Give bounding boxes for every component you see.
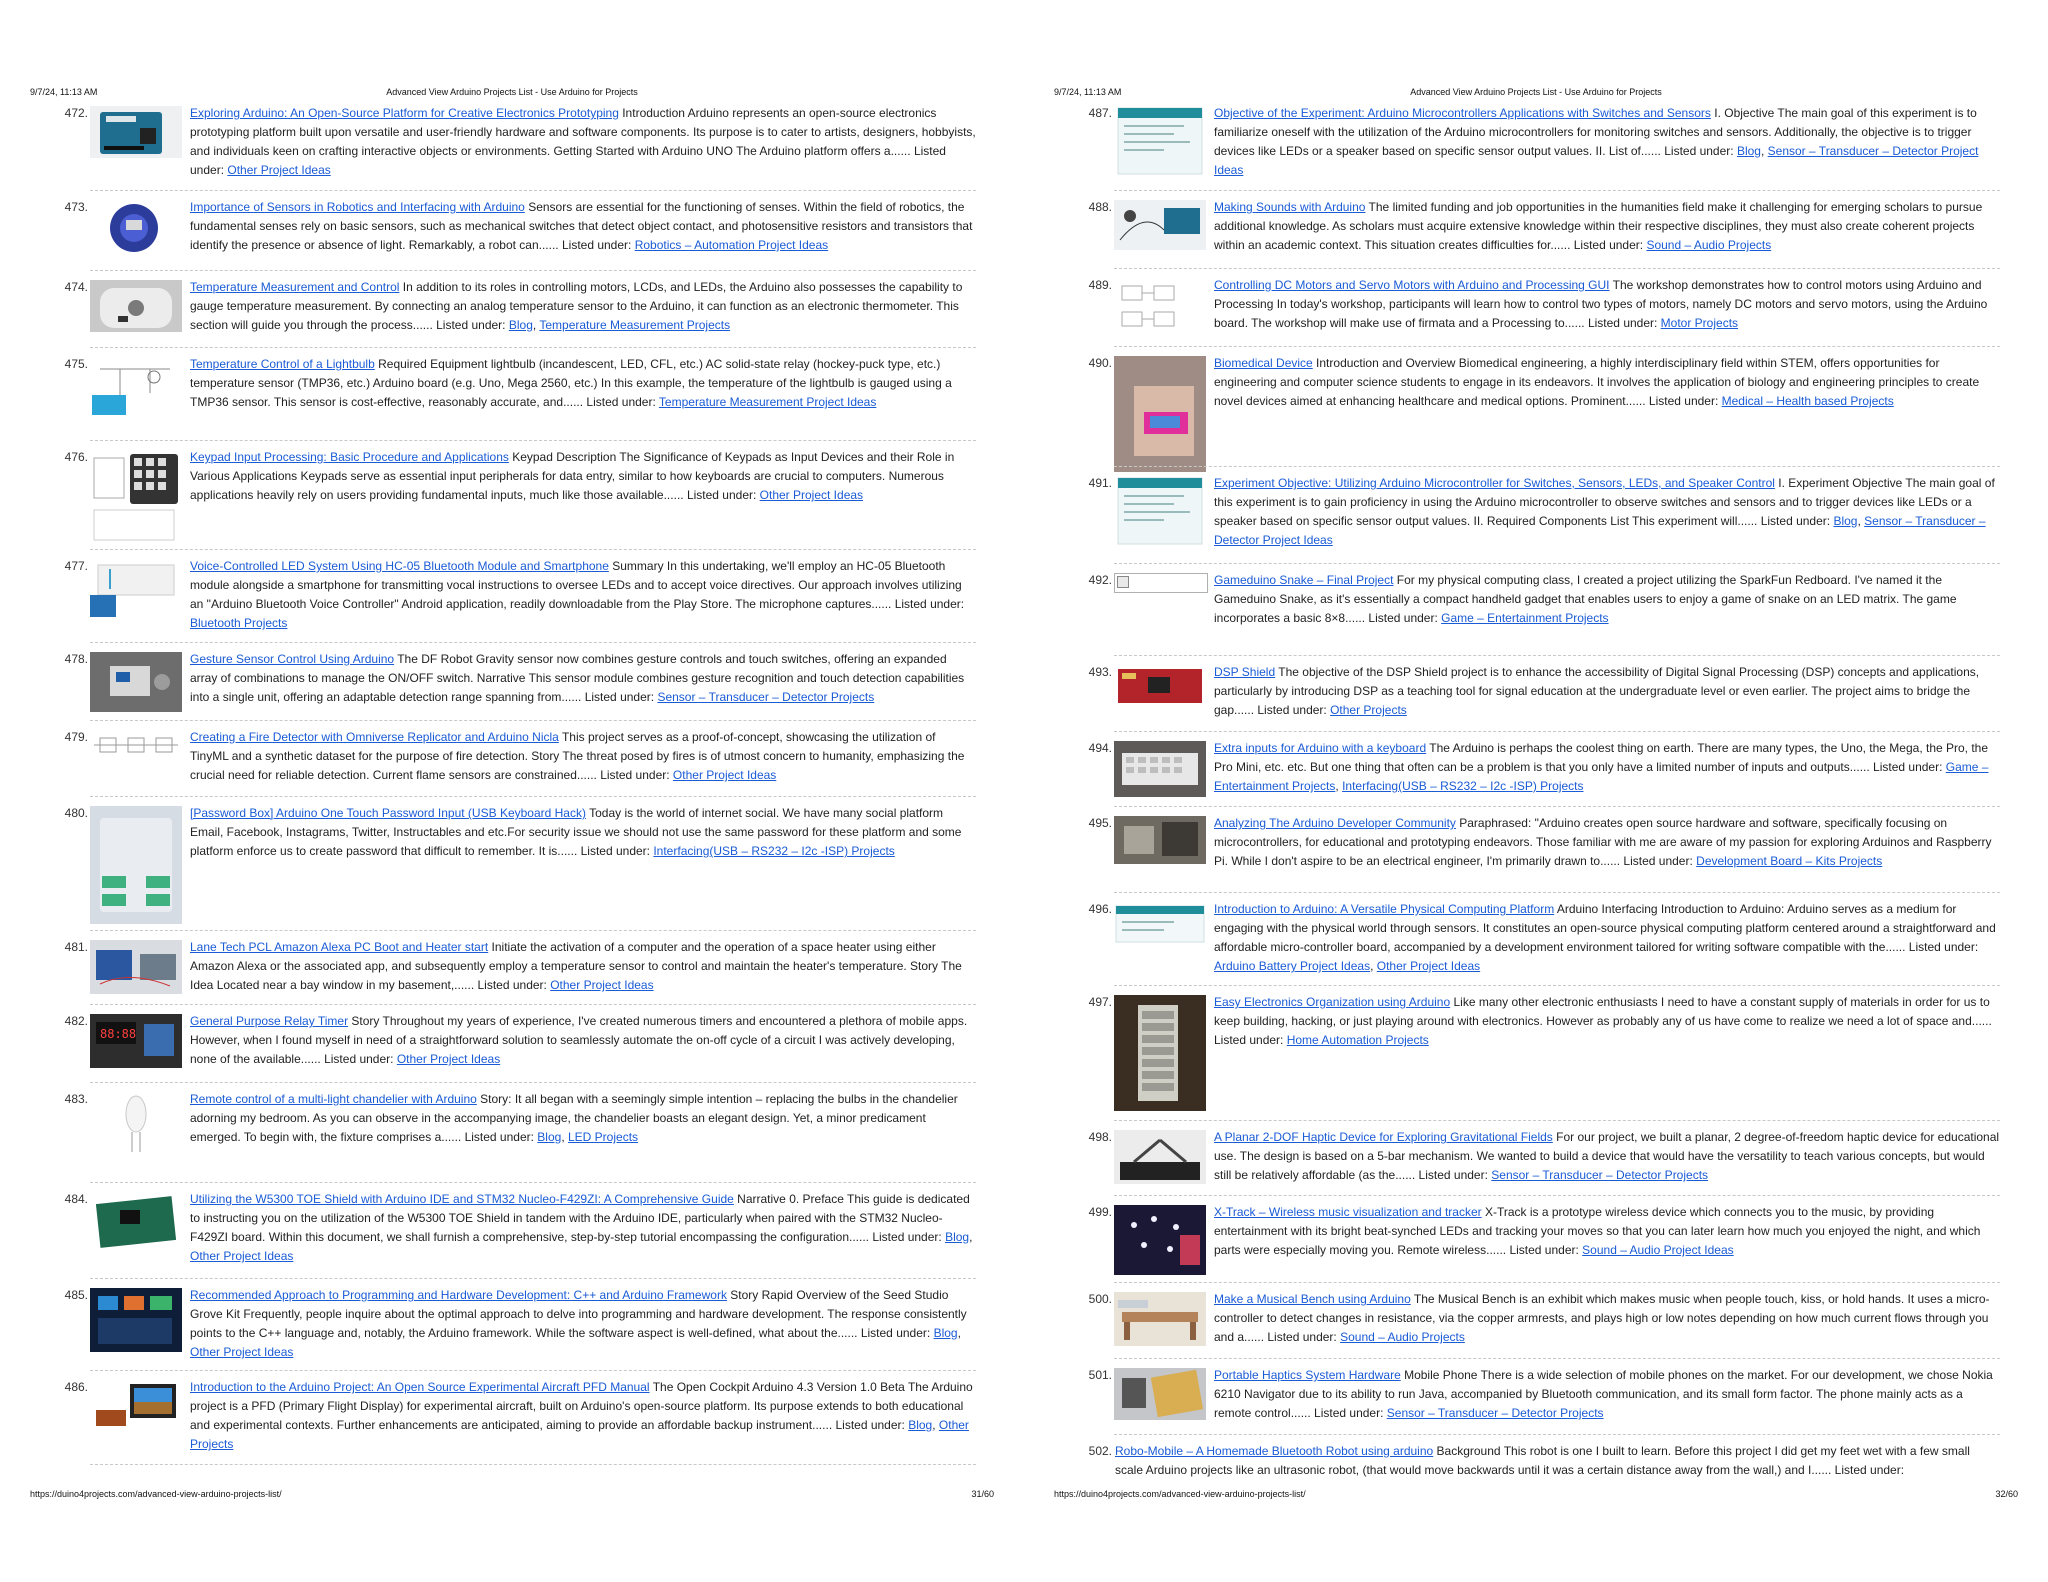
category-link[interactable]: Blog xyxy=(908,1418,933,1432)
project-description: Story Throughout my years of experience, I've created numerous timers and encountered a plethora of mobile apps. However, when I found myself in need of a straightforward solution to seamlessly automate the on-off cycle of a circuit I was actively developing, none of the available...... Listed under: xyxy=(190,1014,968,1066)
entry-divider xyxy=(90,1004,976,1005)
project-title-link[interactable]: Controlling DC Motors and Servo Motors with Arduino and Processing GUI xyxy=(1214,278,1610,292)
entry-number: 489. xyxy=(1088,278,1112,292)
category-link[interactable]: Robotics – Automation Project Ideas xyxy=(634,238,829,252)
project-title-link[interactable]: Creating a Fire Detector with Omniverse Replicator and Arduino Nicla xyxy=(190,730,559,744)
project-description: The objective of the DSP Shield project is to enhance the accessibility of Digital Signal Processing (DSP) concepts and applications, particularly by introducing DSP as a teaching tool for signal education at the undergraduate level or even earlier. The project aims to bridge the gap...... Listed under: xyxy=(1214,665,1980,717)
entry-number: 494. xyxy=(1088,741,1112,755)
wrist-device-image[interactable] xyxy=(1114,356,1206,472)
entry-divider xyxy=(90,642,976,643)
dsp-board-image[interactable] xyxy=(1114,665,1206,707)
category-link[interactable]: Game – Entertainment Projects xyxy=(1214,760,1989,793)
entry-number: 499. xyxy=(1088,1205,1112,1219)
entry-text xyxy=(1214,276,2000,333)
entry-number: 495. xyxy=(1088,816,1112,830)
svg-text:88:88: 88:88 xyxy=(100,1027,137,1041)
project-description: The Open Cockpit Arduino 4.3 Version 1.0 Beta The Arduino project is a PFD (Primary Flight Display) for experimental aircraft, built on Arduino's open-source platform. Its purpose extends to both educational and experimental contexts. Further enhancements are anticipated, aiming to provide an affordable backup instrument...... Listed under: xyxy=(190,1380,973,1432)
entry-text xyxy=(1214,663,2000,720)
project-title-link[interactable]: Temperature Control of a Lightbulb xyxy=(190,357,375,371)
entry-text xyxy=(1214,1366,2000,1423)
entry-divider xyxy=(90,1464,976,1465)
entry-divider xyxy=(1114,1282,2000,1283)
project-title-link[interactable]: Keypad Input Processing: Basic Procedure and Applications xyxy=(190,450,509,464)
entry-text xyxy=(1214,1203,2000,1260)
password-box-image[interactable] xyxy=(90,806,182,924)
project-description: Initiate the activation of a computer and the operation of a space heater using either Amazon Alexa or the associated app, and subsequently employ a temperature sensor to control and maintain the heater's temperature. Story The Idea Located near a bay window in my basement,...... Listed under: xyxy=(190,940,962,992)
project-description: Summary In this undertaking, we'll employ an HC-05 Bluetooth module alongside a smartphone for transmitting vocal instructions to oversee LEDs and to accept voice directives. Our approach involves utilizing an "Arduino Bluetooth Voice Controller" Android application, readily downloadable from the Play Store. The microphone captures...... Listed under: xyxy=(190,559,965,611)
project-title-link[interactable]: Objective of the Experiment: Arduino Microcontrollers Applications with Switches and Sensors xyxy=(1214,106,1711,120)
entry-divider xyxy=(1114,190,2000,191)
shield-board-image[interactable] xyxy=(90,1192,182,1252)
keyboard-image[interactable] xyxy=(1114,741,1206,797)
entry-text xyxy=(190,804,976,861)
project-description: This project serves as a proof-of-concept, showcasing the utilization of TinyML and a synthetic dataset for the purpose of fire detection. Story The threat posed by fires is of utmost concern to humanity, emphasizing the crucial need for reliable detection. Current flame sensors are constrained...... Listed under: xyxy=(190,730,965,782)
entry-number: 478. xyxy=(64,652,88,666)
footer-url: https://duino4projects.com/advanced-view-arduino-projects-list/ xyxy=(30,1489,282,1499)
project-description: Narrative 0. Preface This guide is dedicated to instructing you on the utilization of the W5300 TOE Shield in tandem with the Arduino IDE, particularly when paired with the STM32 Nucleo-F429ZI board. Within this document, we shall furnish a comprehensive, step-by-step tutorial encompassing the configuration...... Listed under: xyxy=(190,1192,970,1244)
header-datetime: 9/7/24, 11:13 AM xyxy=(1054,87,1122,97)
category-link[interactable]: Blog xyxy=(1736,144,1761,158)
entry-divider xyxy=(1114,655,2000,656)
category-link[interactable]: Interfacing(USB – RS232 – I2c -ISP) Projects xyxy=(1342,779,1584,793)
entry-number: 479. xyxy=(64,730,88,744)
haptic-phone-image[interactable] xyxy=(1114,1368,1206,1420)
entry-number: 480. xyxy=(64,806,88,820)
project-description: Today is the world of internet social. We have many social platform Email, Facebook, Instagrams, Twitter, Instructables and etc.For security issue we should not use the same password for these platform and some platform enforce us to create password that difficult to remember. It is...... Listed under: xyxy=(190,806,962,858)
lightbulb-circuit-image[interactable] xyxy=(90,357,182,417)
entry-number: 491. xyxy=(1088,476,1112,490)
header-title: Advanced View Arduino Projects List - Use Arduino for Projects xyxy=(1410,87,1662,97)
entry-text xyxy=(1214,1290,2000,1347)
project-title-link[interactable]: Recommended Approach to Programming and Hardware Development: C++ and Arduino Framework xyxy=(190,1288,727,1302)
project-description: Mobile Phone There is a wide selection of mobile phones on the market. For our development, we chose Nokia 6210 Navigator due to its ability to run Java, accompanied by Bluetooth communication, and its small form factor. The phone mainly acts as a remote control...... Listed under: xyxy=(1214,1368,1993,1420)
drawer-cabinet-image[interactable] xyxy=(1114,995,1206,1111)
project-title-link[interactable]: Robo-Mobile – A Homemade Bluetooth Robot using arduino xyxy=(1115,1444,1434,1458)
project-description: Required Equipment lightbulb (incandescent, LED, CFL, etc.) AC solid-state relay (hockey-puck type, etc.) temperature sensor (TMP36, etc.) Arduino board (e.g. Uno, Mega 2560, etc.) In this example, the temperature of the lightbulb is gauged using a TMP36 sensor. This sensor is cost-effective, reasonably accurate, and...... Listed under: xyxy=(190,357,952,409)
entry-divider xyxy=(90,1370,976,1371)
project-title-link[interactable]: [Password Box] Arduino One Touch Password Input (USB Keyboard Hack) xyxy=(190,806,586,820)
entry-text xyxy=(190,104,976,180)
relay-timer-image[interactable] xyxy=(90,1014,182,1068)
entry-number: 502. xyxy=(1088,1444,1112,1458)
project-description: Background This robot is one I built to learn. Before this project I did get my feet wet with a few small scale Arduino projects like an ultrasonic robot, (that would move backwards until it was a certain distance away from the wall,) and I...... Listed under: xyxy=(1115,1444,1970,1477)
bench-image[interactable] xyxy=(1114,1292,1206,1346)
entry-text xyxy=(1115,1442,2000,1480)
keypad-image[interactable] xyxy=(90,450,182,544)
entry-number: 501. xyxy=(1088,1368,1112,1382)
entry-number: 487. xyxy=(1088,106,1112,120)
header-title: Advanced View Arduino Projects List - Use Arduino for Projects xyxy=(386,87,638,97)
project-title-link[interactable]: DSP Shield xyxy=(1214,665,1276,679)
page-header xyxy=(30,86,994,98)
category-link[interactable]: Blog xyxy=(537,1130,562,1144)
entry-text xyxy=(1214,1128,2000,1185)
entry-divider xyxy=(90,1182,976,1183)
project-title-link[interactable]: Importance of Sensors in Robotics and Interfacing with Arduino xyxy=(190,200,525,214)
haptic-device-image[interactable] xyxy=(1114,1130,1206,1184)
entry-number: 497. xyxy=(1088,995,1112,1009)
category-link[interactable]: Temperature Measurement Project Ideas xyxy=(658,395,877,409)
project-description: Story: It all began with a seemingly simple intention – replacing the bulbs in the chandelier adorning my bedroom. As you can observe in the accompanying image, the chandelier boasts an elegant design. Yet, a minor predicament emerged. To begin with, the fixture comprises a...... Listed under: xyxy=(190,1092,958,1144)
arduino-board-image[interactable] xyxy=(90,106,182,158)
project-title-link[interactable]: Analyzing The Arduino Developer Community xyxy=(1214,816,1456,830)
entry-text: Introduction to the Arduino Project: An Open Source Experimental Aircraft PFD Manual The Open Cockpit Arduino 4.3 Version 1.0 Beta The Arduino project is a PFD (Primary Flight Display) for experimental aircraft, built on Arduino's open-source platform. Its purpose extends to both educational and experimental contexts. Further enhancements are anticipated, aiming to provide an affordable backup instrument...... Listed under: Blog, Other Projects xyxy=(190,1380,973,1451)
page-header xyxy=(1054,86,2018,98)
entry-number: 486. xyxy=(64,1380,88,1394)
entry-text: Extra inputs for Arduino with a keyboard The Arduino is perhaps the coolest thing on earth. There are many types, the Uno, the Mega, the Pro, the Pro Mini, etc. etc. But one thing that often can be a problem is that you only have a limited number of inputs and outputs...... Listed under: Game – Entertainment Projects, Interfacing(USB – RS232 – I2c -ISP) Projects xyxy=(1214,741,1989,793)
category-link[interactable]: Blog xyxy=(945,1230,970,1244)
project-description: I. Experiment Objective The main goal of this experiment is to gain proficiency in using the Arduino microcontroller to observe switches and sensors and to trigger devices like LEDs or a speaker based on specific sensor output values. II. Required Components List This experiment will...... Listed under: xyxy=(1214,476,1995,528)
project-description: Sensors are essential for the functioning of senses. Within the field of robotics, the fundamental senses rely on basic sensors, such as mechanical switches that detect object contact, and photosensitive resistors and transistors that identify the presence or absence of light. Remarkably, a robot can...... Listed under: xyxy=(190,200,973,252)
entry-text xyxy=(190,448,976,505)
entry-divider xyxy=(90,440,976,441)
project-title-link[interactable]: Remote control of a multi-light chandelier with Arduino xyxy=(190,1092,477,1106)
project-description: Story Rapid Overview of the Seed Studio Grove Kit Frequently, people inquire about the optimal approach to delve into programming and hardware development. The response consistently points to the C++ language and, notably, the Arduino framework. While the software aspect is well-defined, what about the...... Listed under: xyxy=(190,1288,967,1340)
entry-text xyxy=(1214,198,2000,255)
category-link[interactable]: Motor Projects xyxy=(1660,316,1739,330)
category-link[interactable]: Sound – Audio Projects xyxy=(1646,238,1772,252)
project-title-link[interactable]: Make a Musical Bench using Arduino xyxy=(1214,1292,1411,1306)
grove-kit-image[interactable] xyxy=(90,1288,182,1352)
category-link[interactable]: Sound – Audio Projects xyxy=(1340,1330,1465,1344)
project-description: I. Objective The main goal of this experiment is to familiarize oneself with the utilization of the Arduino microcontrollers for monitoring switches and sensors. Additionally, the objective is to trigger devices like LEDs or a speaker based on specific sensor output values. II. List of...... Listed under: xyxy=(1214,106,1977,158)
entry-text xyxy=(190,1012,976,1069)
project-title-link[interactable]: Gesture Sensor Control Using Arduino xyxy=(190,652,395,666)
entry-text: Recommended Approach to Programming and Hardware Development: C++ and Arduino Framework Story Rapid Overview of the Seed Studio Grove Kit Frequently, people inquire about the optimal approach to delve into programming and hardware development. The response consistently points to the C++ language and, notably, the Arduino framework. While the software aspect is well-defined, what about the...... Listed under: Blog, Other Project Ideas xyxy=(190,1288,967,1359)
footer-url: https://duino4projects.com/advanced-view-arduino-projects-list/ xyxy=(1054,1489,1306,1499)
entry-number: 473. xyxy=(64,200,88,214)
project-description: The workshop demonstrates how to control motors using Arduino and Processing In today's workshop, participants will learn how to control two types of motors, namely DC motors and servo motors, using the Arduino board. The workshop will make use of firmata and a Processing to...... Listed under: xyxy=(1214,278,1988,330)
category-link[interactable]: Blog xyxy=(933,1326,958,1340)
project-title-link[interactable]: Experiment Objective: Utilizing Arduino Microcontroller for Switches, Sensors, LEDs, and Speaker Control xyxy=(1214,476,1775,490)
project-description: The Musical Bench is an exhibit which makes music when people touch, kiss, or hold hands. It uses a micro-controller to detect changes in resistance, via the copper armrests, and plays high or low notes depending on how much current flows through you and a...... Listed under: xyxy=(1214,1292,1990,1344)
entry-text xyxy=(190,198,976,255)
entry-divider xyxy=(1114,985,2000,986)
entry-number: 498. xyxy=(1088,1130,1112,1144)
project-description: Keypad Description The Significance of Keypads as Input Devices and their Role in Various Applications Keypads serve as essential input peripherals for data entry, similar to how keyboards are crucial to computers. Numerous applications heavily rely on users providing fundamental inputs, much like those available...... Listed under: xyxy=(190,450,955,502)
category-link[interactable]: Development Board – Kits Projects xyxy=(1696,854,1883,868)
category-link[interactable]: Home Automation Projects xyxy=(1286,1033,1429,1047)
project-description: For my physical computing class, I created a project utilizing the SparkFun Redboard. I've named it the Gameduino Snake, as it's essentially a compact handheld gadget that enables users to enjoy a game of snake on an LED matrix. The game incorporates a basic 8×8...... Listed under: xyxy=(1214,573,1957,625)
entry-divider xyxy=(1114,466,2000,467)
category-link[interactable]: Other Project Ideas xyxy=(1376,959,1481,973)
ide-screen-image[interactable] xyxy=(1114,476,1206,562)
page-footer xyxy=(30,1488,994,1500)
broken-image-icon[interactable] xyxy=(1114,573,1208,593)
project-description: Paraphrased: "Arduino creates open source hardware and software, specifically focusing on microcontrollers, for educational and prototyping endeavors. Those familiar with me are aware of my passion for exploring Arduinos and Raspberry Pi. While I don't aspire to be an electrical engineer, I'm primarily drawn to...... Listed under: xyxy=(1214,816,1992,868)
entry-divider xyxy=(1114,806,2000,807)
project-title-link[interactable]: Voice-Controlled LED System Using HC-05 Bluetooth Module and Smartphone xyxy=(190,559,609,573)
header-datetime: 9/7/24, 11:13 AM xyxy=(30,87,98,97)
entry-divider xyxy=(1114,268,2000,269)
project-title-link[interactable]: Biomedical Device xyxy=(1214,356,1313,370)
category-link[interactable]: Game – Entertainment Projects xyxy=(1441,611,1609,625)
pdf-page-32 xyxy=(1024,0,2048,1582)
community-photo-image[interactable] xyxy=(1114,816,1206,864)
entry-divider xyxy=(1114,346,2000,347)
project-title-link[interactable]: Introduction to the Arduino Project: An Open Source Experimental Aircraft PFD Manual xyxy=(190,1380,650,1394)
wiring-setup-image[interactable] xyxy=(90,940,182,994)
entry-number: 493. xyxy=(1088,665,1112,679)
entry-divider xyxy=(1114,892,2000,893)
project-description: For our project, we built a planar, 2 degree-of-freedom haptic device for educational use. The design is based on a 5-bar mechanism. We wanted to build a device that would have the versatility to teach various concepts, but would still be relatively affordable (as the...... Listed under: xyxy=(1214,1130,2000,1182)
project-title-link[interactable]: Portable Haptics System Hardware xyxy=(1214,1368,1401,1382)
entry-number: 488. xyxy=(1088,200,1112,214)
entry-text xyxy=(190,557,976,633)
entry-number: 485. xyxy=(64,1288,88,1302)
category-link[interactable]: Sensor – Transducer – Detector Project Ideas xyxy=(1214,144,1979,177)
category-link[interactable]: Sensor – Transducer – Detector Projects xyxy=(657,690,875,704)
entry-number: 483. xyxy=(64,1092,88,1106)
project-title-link[interactable]: Making Sounds with Arduino xyxy=(1214,200,1366,214)
category-link[interactable]: Temperature Measurement Projects xyxy=(539,318,731,332)
category-link[interactable]: Sensor – Transducer – Detector Project Ideas xyxy=(1214,514,1986,547)
category-link[interactable]: Sensor – Transducer – Detector Projects xyxy=(1491,1168,1709,1182)
entry-text xyxy=(190,355,976,412)
project-title-link[interactable]: Introduction to Arduino: A Versatile Physical Computing Platform xyxy=(1214,902,1555,916)
footer-page-number: 31/60 xyxy=(971,1489,994,1499)
entry-divider xyxy=(90,347,976,348)
gesture-sensor-image[interactable] xyxy=(90,652,182,712)
category-link[interactable]: Other Projects xyxy=(1330,703,1407,717)
diagram-image[interactable] xyxy=(90,730,182,760)
entry-number: 490. xyxy=(1088,356,1112,370)
category-link[interactable]: Other Projects xyxy=(190,1418,969,1451)
category-link[interactable]: Medical – Health based Projects xyxy=(1721,394,1894,408)
project-description: X-Track is a prototype wireless device which connects you to the music, by providing entertainment with its bright beat-synched LEDs and tracking your moves so that you can later learn how much you enjoyed the night, and which parts were especially moving you. Remote wireless...... Listed under: xyxy=(1214,1205,1981,1257)
entry-text xyxy=(1214,354,2000,411)
entry-divider xyxy=(90,720,976,721)
entry-number: 476. xyxy=(64,450,88,464)
category-link[interactable]: Blog xyxy=(1833,514,1858,528)
entry-text xyxy=(1214,571,2000,628)
category-link[interactable]: Other Project Ideas xyxy=(190,1345,294,1359)
project-description: The limited funding and job opportunities in the humanities field make it challenging for emerging scholars to pursue additional knowledge. As scholars must acquire extensive knowledge within their respective disciplines, they must also create coherent projects within an academic context. This situation creates difficulties for...... Listed under: xyxy=(1214,200,1983,252)
footer-page-number: 32/60 xyxy=(1995,1489,2018,1499)
entry-number: 474. xyxy=(64,280,88,294)
led-lights-image[interactable] xyxy=(1114,1205,1206,1275)
entry-number: 481. xyxy=(64,940,88,954)
entry-divider xyxy=(90,796,976,797)
entry-number: 492. xyxy=(1088,573,1112,587)
entry-number: 477. xyxy=(64,559,88,573)
sound-setup-image[interactable] xyxy=(1114,200,1206,250)
entry-number: 472. xyxy=(64,106,88,120)
entry-divider xyxy=(90,549,976,550)
category-link[interactable]: Other Project Ideas xyxy=(396,1052,501,1066)
category-link[interactable]: Other Project Ideas xyxy=(550,978,654,992)
ide-screen-image[interactable] xyxy=(1114,106,1206,178)
entry-text xyxy=(190,650,976,707)
robot-image[interactable] xyxy=(90,200,182,254)
category-link[interactable]: Other Project Ideas xyxy=(672,768,777,782)
project-title-link[interactable]: Exploring Arduino: An Open-Source Platform for Creative Electronics Prototyping xyxy=(190,106,619,120)
category-link[interactable]: Sensor – Transducer – Detector Projects xyxy=(1386,1406,1604,1420)
entry-divider xyxy=(90,1278,976,1279)
project-description: Introduction and Overview Biomedical engineering, a highly interdisciplinary field within STEM, offers opportunities for engineering and computer science students to engage in its endeavors. It involves the application of biology and engineering principles to create novel devices aimed at enhancing healthcare and medical options. Prominent...... Listed under: xyxy=(1214,356,1980,408)
thermometer-device-image[interactable] xyxy=(90,280,182,332)
entry-number: 496. xyxy=(1088,902,1112,916)
entry-text xyxy=(190,938,976,995)
category-link[interactable]: Sound – Audio Project Ideas xyxy=(1582,1243,1734,1257)
entry-divider xyxy=(1114,1120,2000,1121)
project-title-link[interactable]: X-Track – Wireless music visualization and tracker xyxy=(1214,1205,1482,1219)
project-description: Arduino Interfacing Introduction to Arduino: Arduino serves as a medium for engaging with the physical world through sensors. It constitutes an open-source physical computing platform centered around a straightforward and affordable micro-controller board, accompanied by a development environment tailored for writing software compatible with the...... Listed under: xyxy=(1214,902,1996,954)
entry-text: Remote control of a multi-light chandelier with Arduino Story: It all began with a seemingly simple intention – replacing the bulbs in the chandelier adorning my bedroom. As you can observe in the accompanying image, the chandelier boasts an elegant design. Yet, a minor predicament emerged. To begin with, the fixture comprises a...... Listed under: Blog, LED Projects xyxy=(190,1092,958,1144)
entry-text: Experiment Objective: Utilizing Arduino Microcontroller for Switches, Sensors, LEDs, and Speaker Control I. Experiment Objective The main goal of this experiment is to gain proficiency in using the Arduino microcontroller to observe switches and sensors and to trigger devices like LEDs or a speaker based on specific sensor output values. II. Required Components List This experiment will...... Listed under: Blog, Sensor – Transducer – Detector Project Ideas xyxy=(1214,476,1995,547)
project-title-link[interactable]: Extra inputs for Arduino with a keyboard xyxy=(1214,741,1427,755)
entry-divider xyxy=(1114,563,2000,564)
category-link[interactable]: Interfacing(USB – RS232 – I2c -ISP) Projects xyxy=(653,844,895,858)
project-description: In addition to its roles in controlling motors, LCDs, and LEDs, the Arduino also possesses the capability to gauge temperature measurement. By connecting an analog temperature sensor to the Arduino, it can function as an electronic thermometer. This section will guide you through the process...... Listed under: xyxy=(190,280,963,332)
page-footer xyxy=(1054,1488,2018,1500)
category-link[interactable]: Bluetooth Projects xyxy=(190,616,288,630)
entry-divider xyxy=(1114,731,2000,732)
project-title-link[interactable]: Utilizing the W5300 TOE Shield with Arduino IDE and STM32 Nucleo-F429ZI: A Comprehensive Guide xyxy=(190,1192,734,1206)
project-description: Introduction Arduino represents an open-source electronics prototyping platform built upon versatile and user-friendly hardware and software components. Its purpose is to cater to artists, designers, hobbyists, and individuals keen on crafting interactive objects or environments. Getting Started with Arduino UNO The Arduino platform offers a...... Listed under: xyxy=(190,106,976,177)
project-title-link[interactable]: Easy Electronics Organization using Arduino xyxy=(1214,995,1451,1009)
category-link[interactable]: Other Project Ideas xyxy=(227,163,331,177)
entry-divider xyxy=(90,190,976,191)
entry-divider xyxy=(90,930,976,931)
entry-divider xyxy=(1114,1358,2000,1359)
entry-text: Objective of the Experiment: Arduino Microcontrollers Applications with Switches and Sensors I. Objective The main goal of this experiment is to familiarize oneself with the utilization of the Arduino microcontrollers for monitoring switches and sensors. Additionally, the objective is to trigger devices like LEDs or a speaker based on specific sensor output values. II. List of...... Listed under: Blog, Sensor – Transducer – Detector Project Ideas xyxy=(1214,106,1979,177)
pfd-display-image[interactable] xyxy=(90,1380,182,1432)
entry-text: Utilizing the W5300 TOE Shield with Arduino IDE and STM32 Nucleo-F429ZI: A Comprehensive Guide Narrative 0. Preface This guide is dedicated to instructing you on the utilization of the W5300 TOE Shield in tandem with the Arduino IDE, particularly when paired with the STM32 Nucleo-F429ZI board. Within this document, we shall furnish a comprehensive, step-by-step tutorial encompassing the configuration...... Listed under: Blog, Other Project Ideas xyxy=(190,1192,973,1263)
project-title-link[interactable]: Gameduino Snake – Final Project xyxy=(1214,573,1394,587)
project-title-link[interactable]: General Purpose Relay Timer xyxy=(190,1014,349,1028)
entry-divider xyxy=(1114,1434,2000,1435)
breadboard-led-image[interactable] xyxy=(90,559,182,619)
category-link[interactable]: Other Project Ideas xyxy=(759,488,864,502)
entry-number: 484. xyxy=(64,1192,88,1206)
category-link[interactable]: Other Project Ideas xyxy=(190,1249,294,1263)
entry-divider xyxy=(1114,1195,2000,1196)
project-title-link[interactable]: Lane Tech PCL Amazon Alexa PC Boot and Heater start xyxy=(190,940,489,954)
entry-number: 475. xyxy=(64,357,88,371)
arduino-ide-image[interactable] xyxy=(1114,902,1206,946)
project-description: The Arduino is perhaps the coolest thing on earth. There are many types, the Uno, the Mega, the Pro, the Pro Mini, etc. etc. But one thing that often can be a problem is that you only have a limited number of inputs and outputs...... Listed under: xyxy=(1214,741,1989,774)
category-link[interactable]: Blog xyxy=(508,318,533,332)
entry-divider xyxy=(90,1082,976,1083)
entry-text: Temperature Measurement and Control In addition to its roles in controlling motors, LCDs, and LEDs, the Arduino also possesses the capability to gauge temperature measurement. By connecting an analog temperature sensor to the Arduino, it can function as an electronic thermometer. This section will guide you through the process...... Listed under: Blog, Temperature Measurement Projects xyxy=(190,280,963,332)
category-link[interactable]: Arduino Battery Project Ideas xyxy=(1214,959,1371,973)
category-link[interactable]: LED Projects xyxy=(568,1130,639,1144)
entry-text xyxy=(190,728,976,785)
entry-text xyxy=(1214,993,2000,1050)
entry-number: 482. xyxy=(64,1014,88,1028)
entry-number: 500. xyxy=(1088,1292,1112,1306)
project-title-link[interactable]: Temperature Measurement and Control xyxy=(190,280,400,294)
project-description: Like many other electronic enthusiasts I need to have a constant supply of materials in order for us to keep building, hacking, or just playing around with electronics. However as probably any of us have come to realize we need a lot of space and...... Listed under: xyxy=(1214,995,1992,1047)
project-title-link[interactable]: A Planar 2-DOF Haptic Device for Exploring Gravitational Fields xyxy=(1214,1130,1553,1144)
entry-text xyxy=(1214,814,2000,871)
entry-divider xyxy=(90,270,976,271)
entry-text: Introduction to Arduino: A Versatile Physical Computing Platform Arduino Interfacing Introduction to Arduino: Arduino serves as a medium for engaging with the physical world through sensors. It constitutes an open-source physical computing platform centered around a straightforward and affordable micro-controller board, accompanied by a development environment tailored for writing software compatible with the...... Listed under: Arduino Battery Project Ideas, Other Project Ideas xyxy=(1214,902,1996,973)
project-description: The DF Robot Gravity sensor now combines gesture controls and touch switches, offering an expanded array of combinations to manage the ON/OFF switch. Narrative This sensor module combines gesture recognition and touch detection capabilities into a single unit, offering an adaptable detection range spanning from...... Listed under: xyxy=(190,652,965,704)
schematic-image[interactable] xyxy=(1114,278,1206,338)
halogen-bulb-image[interactable] xyxy=(90,1092,182,1156)
